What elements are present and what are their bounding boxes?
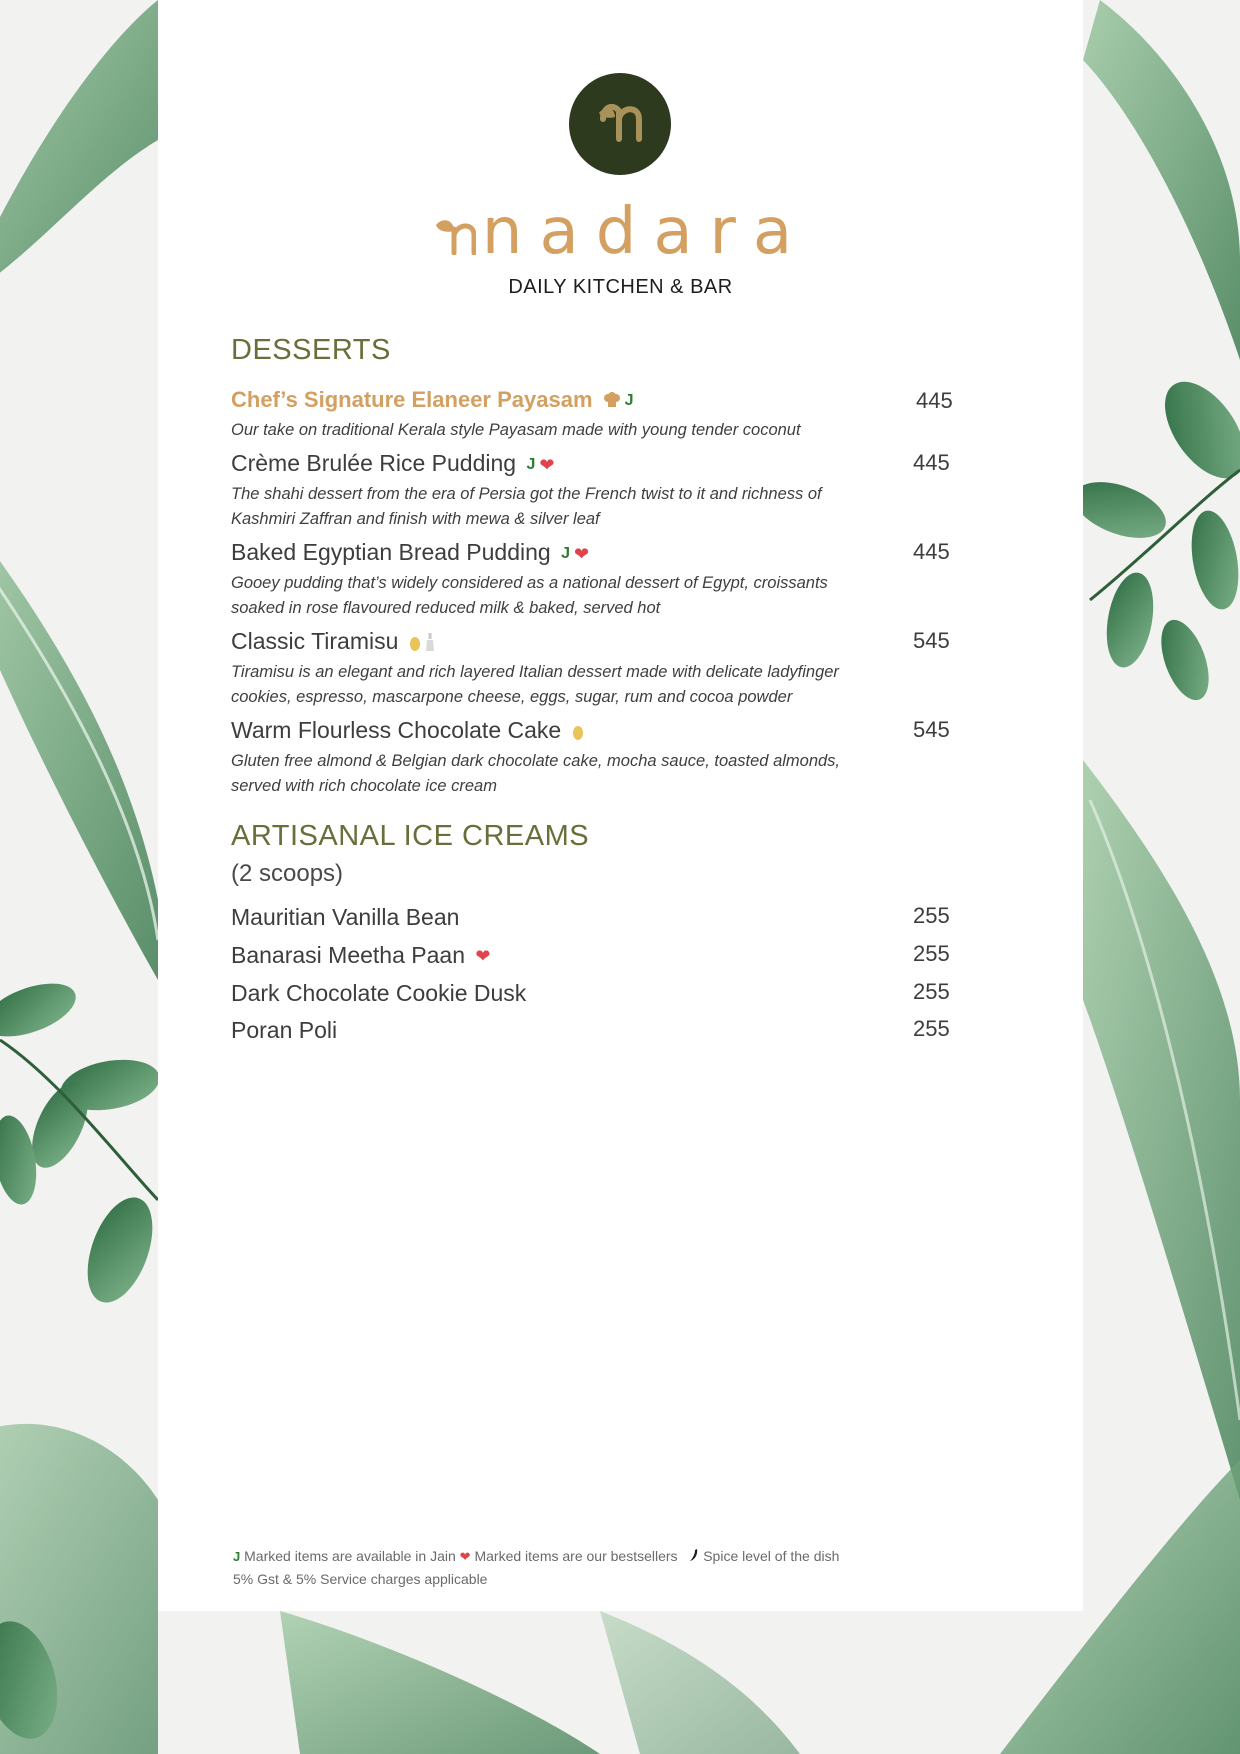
brand-name: nadara bbox=[481, 195, 810, 269]
logo-n-icon bbox=[569, 73, 671, 175]
ice-cream-price: 255 bbox=[913, 979, 950, 1004]
egg-icon bbox=[409, 628, 421, 658]
ice-cream-price: 255 bbox=[913, 903, 950, 928]
dessert-desc: Our take on traditional Kerala style Payasam made with young tender coconut bbox=[231, 421, 801, 440]
ice-cream-name: Dark Chocolate Cookie Dusk bbox=[231, 980, 527, 1006]
menu-card bbox=[158, 0, 1083, 1611]
ice-cream-name: Banarasi Meetha Paan bbox=[231, 942, 465, 968]
dessert-desc: Kashmiri Zaffran and finish with mewa & silver leaf bbox=[231, 509, 600, 528]
menu-footer bbox=[233, 1545, 839, 1590]
dessert-desc: soaked in rose flavoured reduced milk & baked, served hot bbox=[231, 598, 661, 617]
legend-line bbox=[233, 1545, 839, 1568]
alcohol-bottle-icon bbox=[425, 628, 435, 658]
jain-icon: J bbox=[526, 455, 536, 473]
heart-icon: ❤ bbox=[475, 946, 491, 967]
ice-cream-price: 255 bbox=[913, 941, 950, 966]
ice-cream-name: Mauritian Vanilla Bean bbox=[231, 904, 460, 930]
dessert-name: Baked Egyptian Bread Pudding bbox=[231, 539, 551, 565]
dessert-item bbox=[231, 385, 961, 443]
dessert-item bbox=[231, 626, 961, 710]
dessert-name: Classic Tiramisu bbox=[231, 628, 399, 654]
desserts-title: DESSERTS bbox=[231, 334, 391, 366]
dessert-price: 445 bbox=[913, 450, 950, 475]
dessert-desc: Gooey pudding that’s widely considered as a national dessert of Egypt, croissants bbox=[231, 573, 828, 592]
dessert-desc: The shahi dessert from the era of Persia got the French twist to it and richness of bbox=[231, 484, 822, 503]
jain-note: Marked items are available in Jain bbox=[244, 1548, 456, 1564]
dessert-desc: cookies, espresso, mascarpone cheese, eggs, sugar, rum and cocoa powder bbox=[231, 687, 793, 706]
dessert-name: Chef’s Signature Elaneer Payasam bbox=[231, 387, 593, 412]
jain-icon: J bbox=[561, 544, 570, 562]
brand-wordmark bbox=[158, 192, 1083, 272]
dessert-name: Crème Brulée Rice Pudding bbox=[231, 450, 517, 476]
dessert-name: Warm Flourless Chocolate Cake bbox=[231, 717, 562, 743]
heart-icon: ❤ bbox=[573, 543, 590, 564]
brand-leaf-icon bbox=[432, 215, 476, 255]
dessert-item bbox=[231, 537, 961, 621]
dessert-desc: Tiramisu is an elegant and rich layered Italian dessert made with delicate ladyfinger bbox=[231, 662, 839, 681]
brand-tagline: DAILY KITCHEN & BAR bbox=[508, 276, 733, 298]
jain-icon: J bbox=[624, 392, 634, 410]
ice-creams-subtitle: (2 scoops) bbox=[231, 860, 344, 887]
heart-icon: ❤ bbox=[459, 1549, 471, 1564]
ice-creams-title: ARTISANAL ICE CREAMS bbox=[231, 820, 590, 852]
dessert-price: 545 bbox=[913, 717, 950, 742]
dessert-price: 545 bbox=[913, 628, 950, 653]
bestseller-note: Marked items are our bestsellers bbox=[474, 1548, 678, 1564]
dessert-price: 445 bbox=[916, 388, 953, 413]
spice-note: Spice level of the dish bbox=[703, 1548, 840, 1564]
dessert-item bbox=[231, 448, 961, 532]
dessert-desc: Gluten free almond & Belgian dark chocolate cake, mocha sauce, toasted almonds, bbox=[231, 751, 841, 770]
jain-icon: J bbox=[233, 1549, 241, 1564]
dessert-item bbox=[231, 715, 961, 799]
egg-icon bbox=[572, 717, 584, 747]
heart-icon: ❤ bbox=[539, 454, 555, 475]
charges-note: 5% Gst & 5% Service charges applicable bbox=[233, 1571, 488, 1588]
dessert-desc: served with rich chocolate ice cream bbox=[231, 776, 497, 795]
ice-cream-item bbox=[231, 942, 490, 969]
logo-badge bbox=[569, 73, 671, 175]
dessert-price: 445 bbox=[913, 539, 950, 564]
chef-hat-icon bbox=[603, 386, 621, 416]
ice-cream-price: 255 bbox=[913, 1016, 950, 1041]
chili-icon bbox=[689, 1546, 699, 1568]
ice-cream-name: Poran Poli bbox=[231, 1017, 338, 1043]
